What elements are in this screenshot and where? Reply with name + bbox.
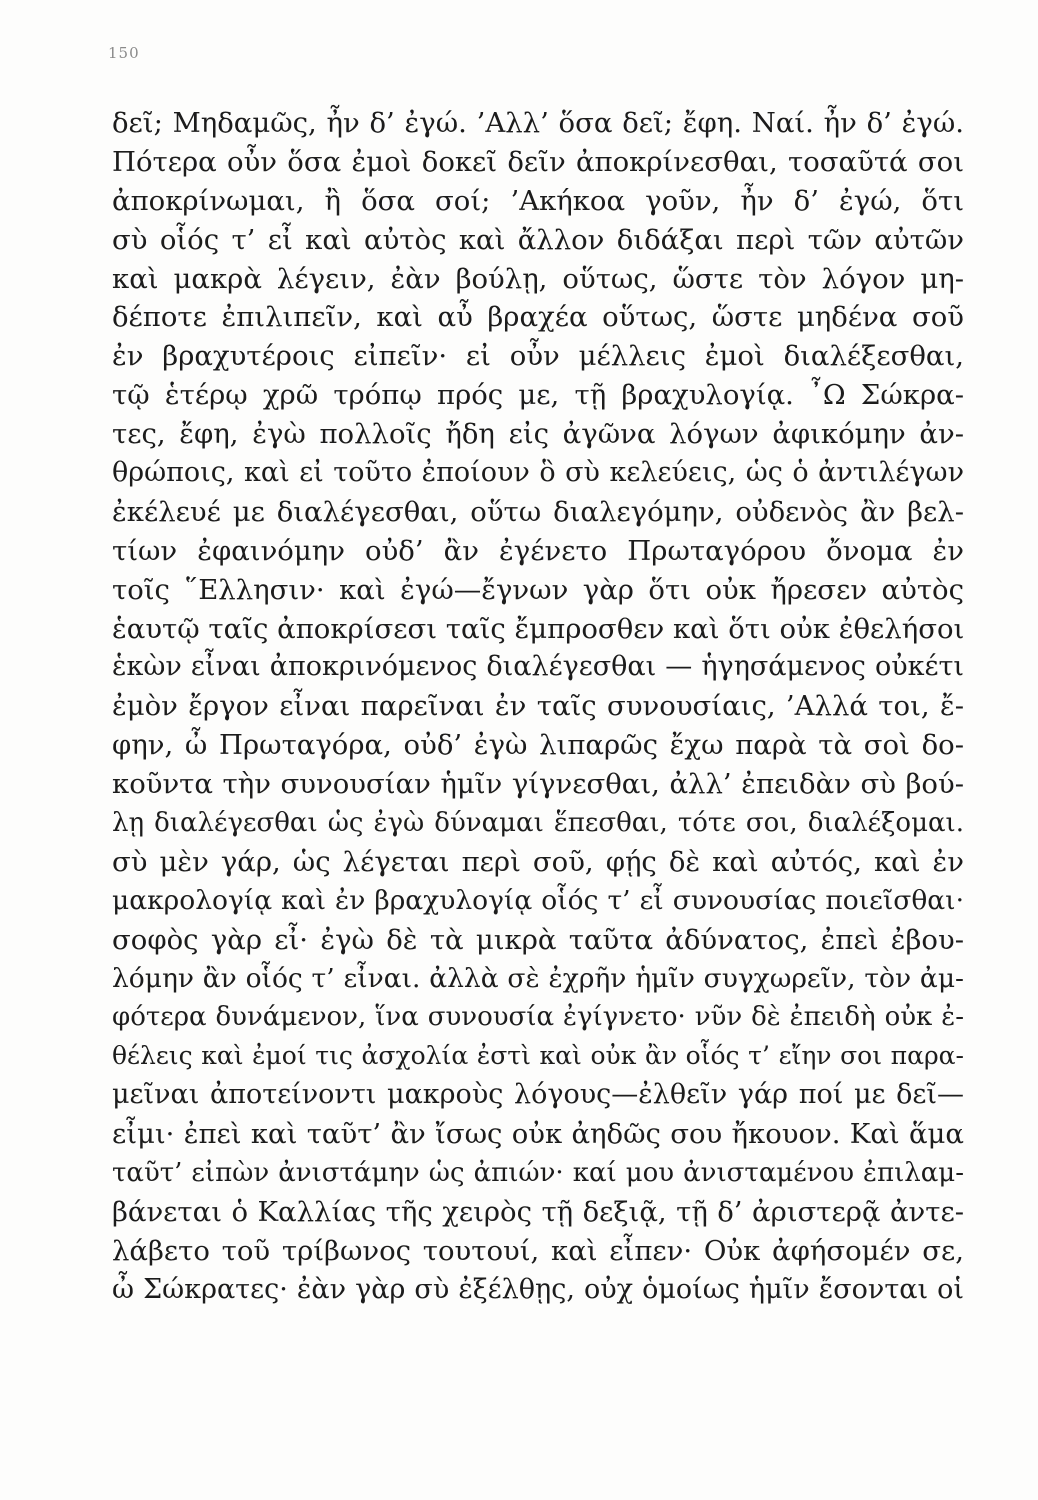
text-line: τῷ ἑτέρῳ χρῶ τρόπῳ πρός με, τῇ βραχυλογίᾳ. ῏Ω Σώκρα-	[112, 379, 964, 412]
text-line: βάνεται ὁ Καλλίας τῆς χειρὸς τῇ δεξιᾷ, τῇ δ’ ἀριστερᾷ ἀντε-	[112, 1195, 964, 1228]
text-line: τοῖς ῞Ελλησιν· καὶ ἐγώ—ἔγνων γὰρ ὅτι οὐκ ἤρεσεν αὐτὸς	[112, 573, 964, 606]
text-line: κοῦντα τὴν συνουσίαν ἡμῖν γίγνεσθαι, ἀλλ’ ἐπειδὰν σὺ βού-	[112, 768, 964, 801]
text-line: ἀποκρίνωμαι, ἢ ὅσα σοί; ’Ακήκοα γοῦν, ἦν δ’ ἐγώ, ὅτι	[112, 184, 964, 217]
text-line: σὺ μὲν γάρ, ὡς λέγεται περὶ σοῦ, φῄς δὲ καὶ αὐτός, καὶ ἐν	[112, 845, 964, 878]
text-line: δέποτε ἐπιλιπεῖν, καὶ αὖ βραχέα οὕτως, ὥστε μηδένα σοῦ	[112, 301, 964, 334]
text-line: ταῦτ’ εἰπὼν ἀνιστάμην ὡς ἀπιών· καί μου ἀνισταμένου ἐπιλαμ-	[112, 1158, 964, 1189]
body-text	[112, 104, 964, 1310]
text-line: σὺ οἷός τ’ εἶ καὶ αὐτὸς καὶ ἄλλον διδάξαι περὶ τῶν αὐτῶν	[112, 223, 964, 256]
text-line: καὶ μακρὰ λέγειν, ἐὰν βούλῃ, οὕτως, ὥστε τὸν λόγον μη-	[112, 262, 964, 295]
text-line: τες, ἔφη, ἐγὼ πολλοῖς ἤδη εἰς ἀγῶνα λόγων ἀφικόμην ἀν-	[112, 418, 964, 451]
text-line: θρώποις, καὶ εἰ τοῦτο ἐποίουν ὃ σὺ κελεύεις, ὡς ὁ ἀντιλέγων	[112, 457, 964, 489]
text-line: φην, ὦ Πρωταγόρα, οὐδ’ ἐγὼ λιπαρῶς ἔχω παρὰ τὰ σοὶ δο-	[112, 729, 964, 762]
text-line: ἑαυτῷ ταῖς ἀποκρίσεσι ταῖς ἔμπροσθεν καὶ ὅτι οὐκ ἐθελήσοι	[112, 612, 965, 645]
text-line: ἐμὸν ἔργον εἶναι παρεῖναι ἐν ταῖς συνουσίαις, ’Αλλά τοι, ἔ-	[112, 690, 964, 723]
text-line: εἶμι· ἐπεὶ καὶ ταῦτ’ ἂν ἴσως οὐκ ἀηδῶς σου ἤκουον. Καὶ ἅμα	[112, 1118, 964, 1151]
text-line: Πότερα οὖν ὅσα ἐμοὶ δοκεῖ δεῖν ἀποκρίνεσθαι, τοσαῦτά σοι	[112, 145, 964, 178]
text-line: δεῖ; Μηδαμῶς, ἦν δ’ ἐγώ. ’Αλλ’ ὅσα δεῖ; ἔφη. Ναί. ἦν δ’ ἐγώ.	[112, 107, 964, 139]
text-line: σοφὸς γὰρ εἶ· ἐγὼ δὲ τὰ μικρὰ ταῦτα ἀδύνατος, ἐπεὶ ἐβου-	[112, 923, 964, 956]
text-line: μεῖναι ἀποτείνοντι μακροὺς λόγους—ἐλθεῖν γάρ ποί με δεῖ—	[112, 1079, 964, 1111]
text-line: ἐν βραχυτέροις εἰπεῖν· εἰ οὖν μέλλεις ἐμοὶ διαλέξεσθαι,	[112, 340, 964, 373]
text-line: μακρολογίᾳ καὶ ἐν βραχυλογίᾳ οἷός τ’ εἶ συνουσίας ποιεῖσθαι·	[112, 884, 964, 916]
text-line: λῃ διαλέγεσθαι ὡς ἐγὼ δύναμαι ἕπεσθαι, τότε σοι, διαλέξομαι.	[112, 808, 964, 839]
text-line: λάβετο τοῦ τρίβωνος τουτουί, καὶ εἶπεν· Οὐκ ἀφήσομέν σε,	[112, 1234, 964, 1267]
text-line: ὦ Σώκρατες· ἐὰν γὰρ σὺ ἐξέλθῃς, οὐχ ὁμοίως ἡμῖν ἔσονται οἱ	[112, 1273, 964, 1305]
page-number: 150	[108, 44, 140, 62]
text-line: ἑκὼν εἶναι ἀποκρινόμενος διαλέγεσθαι — ἡγησάμενος οὐκέτι	[112, 651, 964, 683]
text-line: φότερα δυνάμενον, ἵνα συνουσία ἐγίγνετο· νῦν δὲ ἐπειδὴ οὐκ ἐ-	[112, 1002, 964, 1033]
text-line: λόμην ἂν οἷός τ’ εἶναι. ἀλλὰ σὲ ἐχρῆν ἡμῖν συγχωρεῖν, τὸν ἀμ-	[112, 962, 964, 994]
text-line: θέλεις καὶ ἐμοί τις ἀσχολία ἐστὶ καὶ οὐκ ἂν οἷός τ’ εἴην σοι παρα-	[112, 1041, 964, 1071]
text-line: ἐκέλευέ με διαλέγεσθαι, οὕτω διαλεγόμην, οὐδενὸς ἂν βελ-	[112, 495, 964, 528]
text-line: τίων ἐφαινόμην οὐδ’ ἂν ἐγένετο Πρωταγόρου ὄνομα ἐν	[112, 534, 964, 567]
